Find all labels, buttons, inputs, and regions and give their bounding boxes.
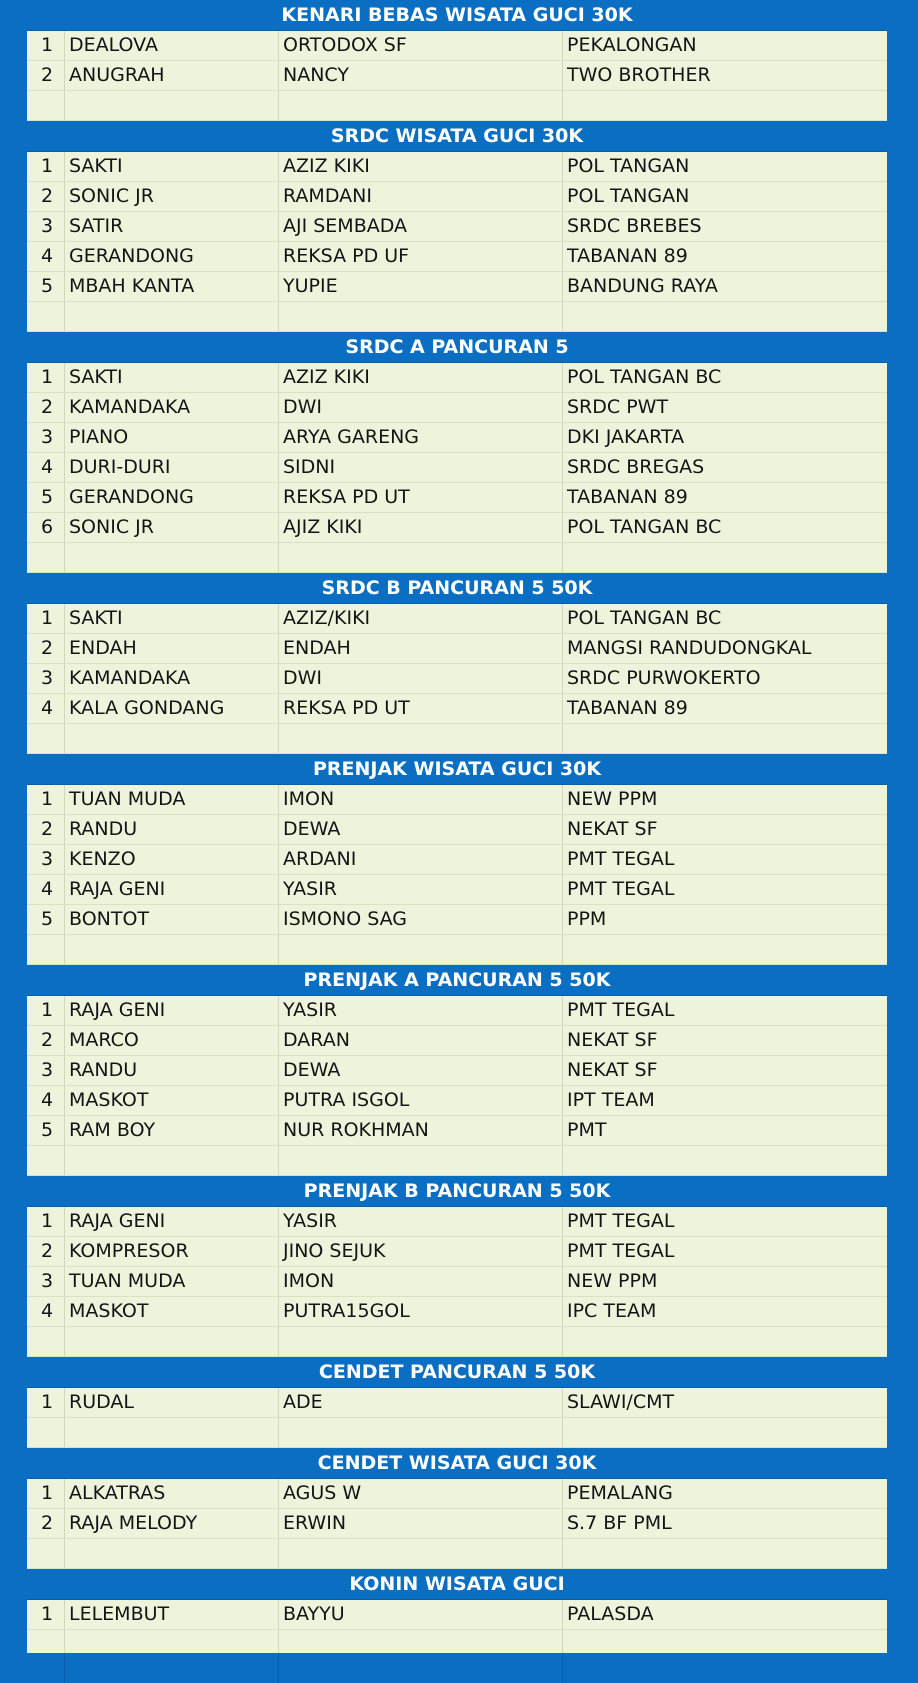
footer-cell xyxy=(65,1653,279,1683)
team-cell: PMT TEGAL xyxy=(567,1240,675,1262)
footer-cell xyxy=(279,1653,563,1683)
owner-cell: PUTRA15GOL xyxy=(279,1297,563,1326)
team-cell: NEW PPM xyxy=(567,1270,658,1292)
owner-cell: AJI SEMBADA xyxy=(279,212,563,241)
bird-name-cell: KALA GONDANG xyxy=(65,694,279,723)
table-row xyxy=(27,393,887,423)
bird-name-cell: ALKATRAS xyxy=(65,1479,279,1508)
owner-cell: YASIR xyxy=(279,1207,563,1236)
rank-cell: 1 xyxy=(27,996,65,1025)
bird-name-cell: SATIR xyxy=(65,212,279,241)
table-row xyxy=(27,1267,887,1297)
rank-cell: 5 xyxy=(27,272,65,301)
owner-cell: JINO SEJUK xyxy=(279,1237,563,1266)
table-row xyxy=(27,152,887,182)
team-cell: DKI JAKARTA xyxy=(567,426,685,448)
team-cell xyxy=(563,724,887,753)
team-cell: POL TANGAN xyxy=(567,185,690,207)
section-title: CENDET PANCURAN 5 50K xyxy=(27,1357,887,1388)
team-cell: BANDUNG RAYA xyxy=(567,275,718,297)
table-row xyxy=(27,815,887,845)
rank-cell: 3 xyxy=(27,845,65,874)
table-row xyxy=(27,785,887,815)
section-title: PRENJAK A PANCURAN 5 50K xyxy=(27,965,887,996)
bird-name-cell: PIANO xyxy=(65,423,279,452)
team-cell: POL TANGAN BC xyxy=(567,607,722,629)
rank-cell: 2 xyxy=(27,634,65,663)
bird-name-cell xyxy=(65,935,279,964)
rank-cell: 2 xyxy=(27,182,65,211)
sheet-footer-row xyxy=(27,1653,887,1683)
bird-name-cell: RANDU xyxy=(65,815,279,844)
rank-cell: 5 xyxy=(27,1116,65,1145)
owner-cell: AZIZ KIKI xyxy=(279,152,563,181)
empty-row xyxy=(27,1146,887,1176)
team-cell xyxy=(563,1146,887,1175)
bird-name-cell xyxy=(65,1146,279,1175)
rank-cell xyxy=(27,724,65,753)
table-row xyxy=(27,1600,887,1630)
table-row xyxy=(27,31,887,61)
team-cell: PMT TEGAL xyxy=(567,848,675,870)
table-row xyxy=(27,363,887,393)
bird-name-cell: KENZO xyxy=(65,845,279,874)
owner-cell: NUR ROKHMAN xyxy=(279,1116,563,1145)
bird-name-cell: DEALOVA xyxy=(65,31,279,60)
rank-cell xyxy=(27,1418,65,1447)
bird-name-cell: TUAN MUDA xyxy=(65,785,279,814)
table-row xyxy=(27,845,887,875)
bird-name-cell: KOMPRESOR xyxy=(65,1237,279,1266)
owner-cell: REKSA PD UT xyxy=(279,694,563,723)
rank-cell xyxy=(27,302,65,331)
rank-cell: 6 xyxy=(27,513,65,542)
rank-cell: 3 xyxy=(27,212,65,241)
empty-row xyxy=(27,91,887,121)
bird-name-cell xyxy=(65,1539,279,1568)
team-cell xyxy=(563,1327,887,1356)
bird-name-cell: MARCO xyxy=(65,1026,279,1055)
owner-cell xyxy=(279,91,563,120)
rank-cell: 1 xyxy=(27,1207,65,1236)
bird-name-cell xyxy=(65,1418,279,1447)
owner-cell: DWI xyxy=(279,393,563,422)
owner-cell: DARAN xyxy=(279,1026,563,1055)
bird-name-cell: GERANDONG xyxy=(65,483,279,512)
team-cell xyxy=(563,543,887,572)
table-row xyxy=(27,1207,887,1237)
owner-cell: SIDNI xyxy=(279,453,563,482)
section-title: SRDC WISATA GUCI 30K xyxy=(27,121,887,152)
bird-name-cell xyxy=(65,1327,279,1356)
bird-name-cell: GERANDONG xyxy=(65,242,279,271)
team-cell: SRDC PWT xyxy=(567,396,669,418)
rank-cell: 4 xyxy=(27,875,65,904)
table-row xyxy=(27,996,887,1026)
team-cell: TWO BROTHER xyxy=(567,64,711,86)
bird-name-cell: MASKOT xyxy=(65,1086,279,1115)
team-cell xyxy=(563,1539,887,1568)
rank-cell: 1 xyxy=(27,31,65,60)
team-cell: SRDC PURWOKERTO xyxy=(567,667,761,689)
table-row xyxy=(27,1116,887,1146)
table-row xyxy=(27,453,887,483)
table-row xyxy=(27,1297,887,1327)
table-row xyxy=(27,694,887,724)
table-row xyxy=(27,1086,887,1116)
owner-cell: BAYYU xyxy=(279,1600,563,1629)
empty-row xyxy=(27,1327,887,1357)
team-cell: NEKAT SF xyxy=(567,818,658,840)
bird-name-cell: RAJA MELODY xyxy=(65,1509,279,1538)
team-cell: PMT TEGAL xyxy=(567,999,675,1021)
bird-name-cell: RAJA GENI xyxy=(65,1207,279,1236)
rank-cell: 3 xyxy=(27,1267,65,1296)
bird-name-cell: MBAH KANTA xyxy=(65,272,279,301)
table-row xyxy=(27,1479,887,1509)
team-cell: PEKALONGAN xyxy=(567,34,697,56)
table-row xyxy=(27,664,887,694)
section-title: KONIN WISATA GUCI xyxy=(27,1569,887,1600)
rank-cell: 4 xyxy=(27,453,65,482)
empty-row xyxy=(27,724,887,754)
team-cell: IPT TEAM xyxy=(567,1089,655,1111)
owner-cell: DEWA xyxy=(279,1056,563,1085)
section-title: KENARI BEBAS WISATA GUCI 30K xyxy=(27,0,887,31)
table-row xyxy=(27,604,887,634)
rank-cell: 5 xyxy=(27,483,65,512)
owner-cell: IMON xyxy=(279,785,563,814)
team-cell: NEW PPM xyxy=(567,788,658,810)
footer-cell xyxy=(563,1653,887,1683)
owner-cell xyxy=(279,1539,563,1568)
section-title: SRDC A PANCURAN 5 xyxy=(27,332,887,363)
owner-cell: REKSA PD UF xyxy=(279,242,563,271)
owner-cell: REKSA PD UT xyxy=(279,483,563,512)
team-cell: NEKAT SF xyxy=(567,1059,658,1081)
team-cell: PEMALANG xyxy=(567,1482,673,1504)
table-row xyxy=(27,212,887,242)
team-cell: SLAWI/CMT xyxy=(567,1391,675,1413)
rank-cell: 3 xyxy=(27,664,65,693)
owner-cell xyxy=(279,1327,563,1356)
bird-name-cell: TUAN MUDA xyxy=(65,1267,279,1296)
owner-cell xyxy=(279,543,563,572)
owner-cell: DEWA xyxy=(279,815,563,844)
table-row xyxy=(27,905,887,935)
owner-cell: AZIZ KIKI xyxy=(279,363,563,392)
table-row xyxy=(27,483,887,513)
table-row xyxy=(27,1026,887,1056)
bird-name-cell: SAKTI xyxy=(65,152,279,181)
rank-cell xyxy=(27,1146,65,1175)
section-title: PRENJAK WISATA GUCI 30K xyxy=(27,754,887,785)
team-cell: PMT TEGAL xyxy=(567,1210,675,1232)
team-cell: TABANAN 89 xyxy=(567,486,688,508)
table-row xyxy=(27,423,887,453)
team-cell: IPC TEAM xyxy=(567,1300,657,1322)
owner-cell: RAMDANI xyxy=(279,182,563,211)
rank-cell: 1 xyxy=(27,152,65,181)
section-title: PRENJAK B PANCURAN 5 50K xyxy=(27,1176,887,1207)
owner-cell: AZIZ/KIKI xyxy=(279,604,563,633)
table-row xyxy=(27,1056,887,1086)
team-cell xyxy=(563,935,887,964)
rank-cell: 2 xyxy=(27,1026,65,1055)
bird-name-cell xyxy=(65,91,279,120)
rank-cell: 2 xyxy=(27,61,65,90)
rank-cell: 2 xyxy=(27,815,65,844)
owner-cell: YASIR xyxy=(279,875,563,904)
empty-row xyxy=(27,302,887,332)
table-row xyxy=(27,1237,887,1267)
team-cell: SRDC BREGAS xyxy=(567,456,705,478)
rank-cell: 2 xyxy=(27,1509,65,1538)
bird-name-cell: SONIC JR xyxy=(65,182,279,211)
team-cell: PMT xyxy=(567,1119,607,1141)
bird-name-cell: RUDAL xyxy=(65,1388,279,1417)
rank-cell xyxy=(27,935,65,964)
bird-name-cell: RANDU xyxy=(65,1056,279,1085)
owner-cell: ARDANI xyxy=(279,845,563,874)
owner-cell xyxy=(279,724,563,753)
team-cell: TABANAN 89 xyxy=(567,245,688,267)
table-row xyxy=(27,272,887,302)
rank-cell xyxy=(27,1539,65,1568)
team-cell xyxy=(563,1418,887,1447)
owner-cell: AGUS W xyxy=(279,1479,563,1508)
owner-cell: ARYA GARENG xyxy=(279,423,563,452)
table-row xyxy=(27,1509,887,1539)
rank-cell: 3 xyxy=(27,1056,65,1085)
bird-name-cell xyxy=(65,543,279,572)
team-cell: TABANAN 89 xyxy=(567,697,688,719)
bird-name-cell: KAMANDAKA xyxy=(65,393,279,422)
bird-name-cell: RAJA GENI xyxy=(65,875,279,904)
team-cell: PMT TEGAL xyxy=(567,878,675,900)
owner-cell: AJIZ KIKI xyxy=(279,513,563,542)
bird-name-cell: SONIC JR xyxy=(65,513,279,542)
owner-cell xyxy=(279,1146,563,1175)
bird-name-cell: KAMANDAKA xyxy=(65,664,279,693)
team-cell: PPM xyxy=(567,908,607,930)
rank-cell: 1 xyxy=(27,1388,65,1417)
team-cell: NEKAT SF xyxy=(567,1029,658,1051)
bird-name-cell: ENDAH xyxy=(65,634,279,663)
owner-cell xyxy=(279,935,563,964)
rank-cell: 1 xyxy=(27,785,65,814)
team-cell: POL TANGAN xyxy=(567,155,690,177)
bird-name-cell xyxy=(65,724,279,753)
section-title: SRDC B PANCURAN 5 50K xyxy=(27,573,887,604)
footer-cell xyxy=(27,1653,65,1683)
team-cell: POL TANGAN BC xyxy=(567,516,722,538)
owner-cell: IMON xyxy=(279,1267,563,1296)
table-row xyxy=(27,182,887,212)
rank-cell: 1 xyxy=(27,604,65,633)
table-row xyxy=(27,61,887,91)
owner-cell: DWI xyxy=(279,664,563,693)
rank-cell: 2 xyxy=(27,393,65,422)
empty-row xyxy=(27,935,887,965)
table-row xyxy=(27,242,887,272)
empty-row xyxy=(27,543,887,573)
rank-cell: 1 xyxy=(27,1600,65,1629)
owner-cell: ENDAH xyxy=(279,634,563,663)
table-row xyxy=(27,1388,887,1418)
bird-name-cell: MASKOT xyxy=(65,1297,279,1326)
team-cell xyxy=(563,91,887,120)
bird-name-cell: BONTOT xyxy=(65,905,279,934)
team-cell: S.7 BF PML xyxy=(567,1512,672,1534)
table-row xyxy=(27,634,887,664)
owner-cell: ERWIN xyxy=(279,1509,563,1538)
bird-name-cell: RAM BOY xyxy=(65,1116,279,1145)
team-cell: POL TANGAN BC xyxy=(567,366,722,388)
rank-cell: 3 xyxy=(27,423,65,452)
owner-cell: ADE xyxy=(279,1388,563,1417)
rank-cell xyxy=(27,543,65,572)
team-cell: SRDC BREBES xyxy=(567,215,702,237)
rank-cell: 4 xyxy=(27,242,65,271)
empty-row xyxy=(27,1418,887,1448)
owner-cell: ISMONO SAG xyxy=(279,905,563,934)
rank-cell: 1 xyxy=(27,1479,65,1508)
rank-cell: 5 xyxy=(27,905,65,934)
table-row xyxy=(27,513,887,543)
bird-name-cell: DURI-DURI xyxy=(65,453,279,482)
owner-cell xyxy=(279,302,563,331)
results-table xyxy=(27,0,887,1660)
owner-cell: NANCY xyxy=(279,61,563,90)
rank-cell: 4 xyxy=(27,1086,65,1115)
section-title: CENDET WISATA GUCI 30K xyxy=(27,1448,887,1479)
team-cell: PALASDA xyxy=(567,1603,654,1625)
rank-cell: 1 xyxy=(27,363,65,392)
rank-cell: 2 xyxy=(27,1237,65,1266)
bird-name-cell xyxy=(65,302,279,331)
team-cell: MANGSI RANDUDONGKAL xyxy=(567,637,812,659)
bird-name-cell: SAKTI xyxy=(65,363,279,392)
team-cell xyxy=(563,302,887,331)
rank-cell: 4 xyxy=(27,1297,65,1326)
empty-row xyxy=(27,1539,887,1569)
rank-cell xyxy=(27,1327,65,1356)
owner-cell xyxy=(279,1418,563,1447)
table-row xyxy=(27,875,887,905)
bird-name-cell: ANUGRAH xyxy=(65,61,279,90)
bird-name-cell: LELEMBUT xyxy=(65,1600,279,1629)
owner-cell: YASIR xyxy=(279,996,563,1025)
results-sheet xyxy=(27,0,887,1683)
rank-cell: 4 xyxy=(27,694,65,723)
owner-cell: ORTODOX SF xyxy=(279,31,563,60)
bird-name-cell: RAJA GENI xyxy=(65,996,279,1025)
bird-name-cell: SAKTI xyxy=(65,604,279,633)
owner-cell: PUTRA ISGOL xyxy=(279,1086,563,1115)
rank-cell xyxy=(27,91,65,120)
owner-cell: YUPIE xyxy=(279,272,563,301)
